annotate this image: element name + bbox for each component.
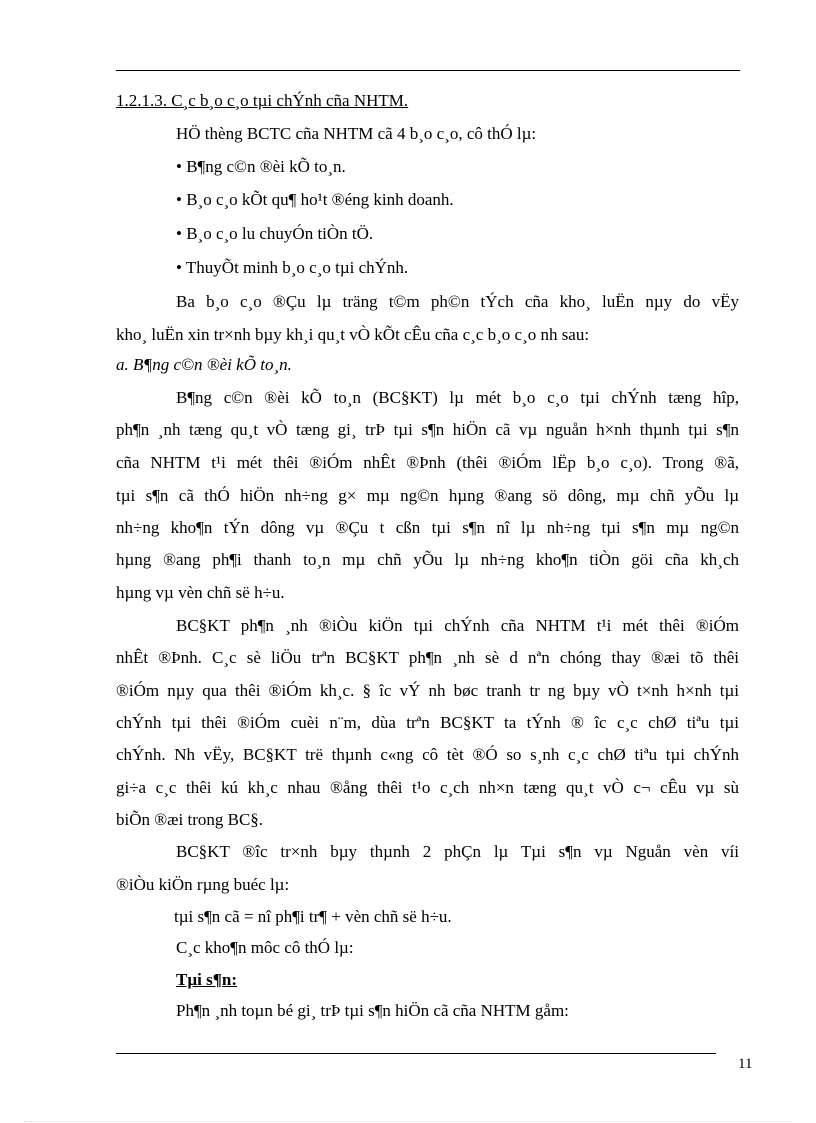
bullet-dot: • [176,157,182,176]
bullet-item [176,258,408,278]
bullet-text: B¸o c¸o lu chuyÓn tiÒn tÖ. [186,224,374,243]
intro-text: HÖ thèng BCTC cña NHTM cã 4 b¸o c¸o, cô thÓ lµ: [176,124,537,143]
bullet-item [176,157,346,177]
bullet-dot: • [176,258,182,277]
paragraph-line: hµng vµ vèn chñ së h÷u. [116,583,285,602]
paragraph-line: chÝnh. Nh vËy, BC§KT trë thµnh c«ng cô tèt ®Ó so s¸nh c¸c chØ tiªu tµi chÝnh [116,745,739,764]
bullet-text: B¶ng c©n ®èi kÕ to¸n. [186,157,346,176]
footer-rule [116,1053,716,1054]
paragraph-line: BC§KT ph¶n ¸nh ®iÒu kiÖn tµi chÝnh cña NHTM t¹i mét thêi ®iÓm [176,616,739,635]
paragraph-line: kho¸ luËn xin tr×nh bµy kh¸i qu¸t vÒ kÕt cÊu cña c¸c b¸o c¸o nh sau: [116,325,590,344]
assets-label: Tµi s¶n: [176,970,238,989]
paragraph-line: ®iÒu kiÖn rµng buéc lµ: [116,875,290,894]
header-rule [116,70,740,71]
paragraph-line: B¶ng c©n ®èi kÕ to¸n (BC§KT) lµ mét b¸o c¸o tµi chÝnh tæng hîp, [176,388,739,407]
subsection-heading: a. B¶ng c©n ®èi kÕ to¸n. [116,355,292,374]
paragraph-line: Ba b¸o c¸o ®Çu lµ träng t©m ph©n tÝch cña kho¸ luËn nµy do vËy [176,292,739,311]
paragraph-line: chÝnh tµi thêi ®iÓm cuèi n¨m, dùa trªn BC§KT ta tÝnh ® îc c¸c chØ tiªu tµi [116,713,739,732]
paragraph-line: tµi s¶n cã thÓ hiÖn nh÷ng g× mµ ng©n hµng ®ang sö dông, mµ chñ yÕu lµ [116,486,739,505]
paragraph-line: ®iÓm nµy qua thêi ®iÓm kh¸c. § îc vÝ nh bøc tranh tr ng bµy vÒ t×nh h×nh tµi [116,681,739,700]
bullet-item [176,190,454,210]
bullet-dot: • [176,190,182,209]
section-heading: 1.2.1.3. C¸c b¸o c¸o tµi chÝnh cña NHTM. [116,91,409,110]
paragraph-line: ph¶n ¸nh tæng qu¸t vÒ tæng gi¸ trÞ tµi s¶n hiÖn cã vµ nguån h×nh thµnh tµi s¶n [116,420,739,439]
paragraph-line: hµng ®ang ph¶i thanh to¸n mµ chñ yÕu lµ nh÷ng kho¶n tiÒn göi cña kh¸ch [116,550,739,569]
balance-equation: tµi s¶n cã = nî ph¶i tr¶ + vèn chñ së h÷u. [174,907,452,926]
paragraph-line: Ph¶n ¸nh toµn bé gi¸ trÞ tµi s¶n hiÖn cã cña NHTM gåm: [176,1001,569,1020]
paragraph-line: biÕn ®æi trong BC§. [116,810,264,829]
items-intro: C¸c kho¶n môc cô thÓ lµ: [176,938,354,957]
paragraph-line: BC§KT ®îc tr×nh bµy thµnh 2 phÇn lµ Tµi s¶n vµ Nguån vèn víi [176,842,739,861]
paragraph-line: gi÷a c¸c thêi kú kh¸c nhau ®ång thêi t¹o c¸ch nh×n tæng qu¸t vÒ c¬ cÊu vµ sù [116,778,739,797]
page-bottom-edge [24,1121,792,1122]
paragraph-line: cña NHTM t¹i mét thêi ®iÓm nhÊt ®Þnh (thêi ®iÓm lËp b¸o c¸o). Trong ®ã, [116,453,739,472]
bullet-dot: • [176,224,182,243]
paragraph-line: nhÊt ®Þnh. C¸c sè liÖu trªn BC§KT ph¶n ¸nh sè d nªn chóng thay ®æi tõ thêi [116,648,739,667]
bullet-item [176,224,373,244]
bullet-text: B¸o c¸o kÕt qu¶ ho¹t ®éng kinh doanh. [186,190,454,209]
bullet-text: ThuyÕt minh b¸o c¸o tµi chÝnh. [185,258,409,277]
paragraph-line: nh÷ng kho¶n tÝn dông vµ ®Çu t cßn tµi s¶n nî lµ nh÷ng tµi s¶n mµ ng©n [116,518,739,537]
page-number: 11 [738,1056,753,1072]
